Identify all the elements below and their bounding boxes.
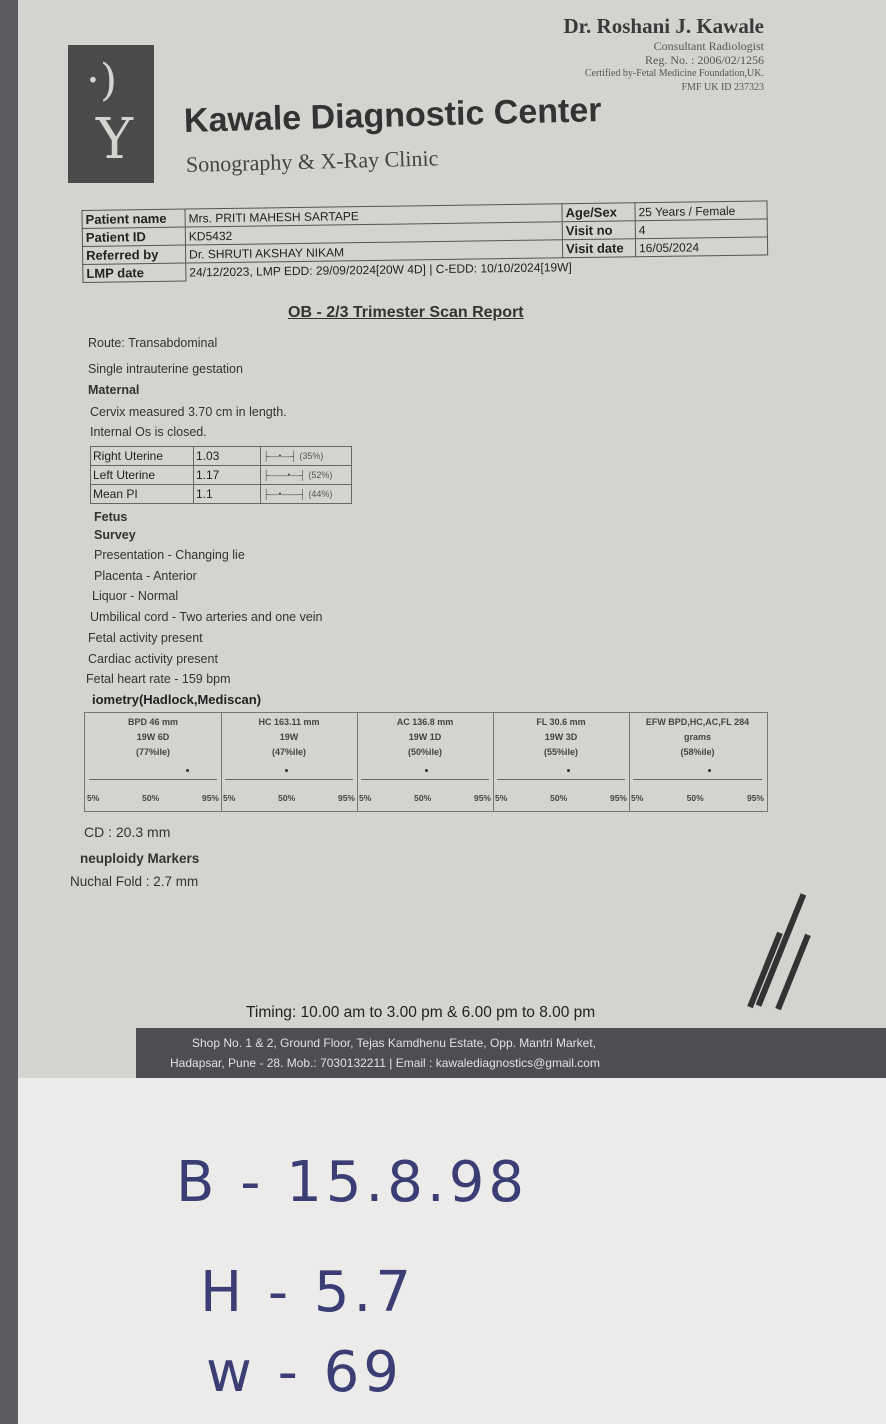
biometry-cell — [85, 713, 222, 811]
cardiac-activity: Cardiac activity present — [88, 652, 218, 666]
tick-label: 95% — [746, 793, 764, 803]
biometry-measure: HC 163.11 mm — [258, 717, 320, 727]
biometry-cell — [357, 713, 494, 811]
biometry-weeks: 19W 6D — [136, 732, 170, 742]
biometry-weeks: 19W — [279, 732, 299, 742]
doctor-block — [564, 14, 765, 95]
tick-label: 5% — [223, 793, 236, 803]
tick-label: 5% — [631, 793, 644, 803]
gestation: Single intrauterine gestation — [88, 362, 243, 376]
placenta: Placenta - Anterior — [94, 569, 197, 583]
route: Route: Transabdominal — [88, 336, 218, 350]
tick-label: 50% — [142, 793, 160, 803]
biometry-cell — [221, 713, 358, 811]
footer-address — [136, 1028, 886, 1078]
tick-label: 50% — [414, 793, 432, 803]
biometry-measure: BPD 46 mm — [127, 717, 179, 727]
umbilical-cord: Umbilical cord - Two arteries and one vein — [90, 610, 323, 624]
age-label: Age/Sex — [562, 203, 635, 222]
tick-label: 95% — [473, 793, 491, 803]
lmp-date: 24/12/2023, LMP EDD: 29/09/2024[20W 4D] | C-EDD: 10/10/2024[19W] — [186, 255, 768, 281]
clinic-logo — [68, 45, 154, 183]
percentile-ticks — [495, 793, 627, 803]
tick-label: 5% — [359, 793, 372, 803]
handwritten-b: B - 15.8.98 — [176, 1150, 528, 1215]
age-sex: 25 Years / Female — [635, 201, 767, 221]
timing: Timing: 10.00 am to 3.00 pm & 6.00 pm to 8.00 pm — [246, 1004, 596, 1021]
tick-label: 5% — [495, 793, 508, 803]
doppler-table — [90, 446, 352, 504]
tick-label: 5% — [87, 793, 100, 803]
biometry-cell — [493, 713, 630, 811]
table-row — [91, 447, 352, 466]
doppler-percentile: ├—•—┤ (35%) — [261, 447, 352, 466]
lmp-label: LMP date — [83, 263, 186, 282]
fmf-id: FMF UK ID 237323 — [681, 82, 764, 93]
fetus-heading: Fetus — [94, 510, 128, 524]
doppler-percentile: ├—•——┤ (44%) — [261, 485, 352, 504]
tick-label: 50% — [550, 793, 568, 803]
biometry-percentile: (50%ile) — [407, 747, 442, 757]
percentile-dot — [186, 769, 189, 772]
biometry-percentile: (55%ile) — [543, 747, 578, 757]
liquor: Liquor - Normal — [92, 589, 179, 603]
table-row — [91, 485, 352, 504]
patient-name: Mrs. PRITI MAHESH SARTAPE — [185, 204, 562, 227]
percentile-dot — [425, 769, 428, 772]
percentile-axis — [361, 779, 489, 780]
biometry-measure: EFW BPD,HC,AC,FL 284 — [645, 717, 750, 727]
internal-os: Internal Os is closed. — [90, 425, 207, 439]
tick-label: 50% — [686, 793, 704, 803]
biometry-table — [84, 712, 768, 812]
biometry-weeks: 19W 3D — [544, 732, 578, 742]
doctor-title: Consultant Radiologist — [653, 39, 764, 53]
survey-heading: Survey — [94, 528, 136, 542]
cervix-length: Cervix measured 3.70 cm in length. — [90, 405, 287, 419]
blank-paper — [18, 1078, 886, 1424]
percentile-ticks — [631, 793, 764, 803]
report-title: OB - 2/3 Trimester Scan Report — [288, 304, 524, 321]
visit-date-label: Visit date — [562, 239, 635, 258]
referred-by: Dr. SHRUTI AKSHAY NIKAM — [185, 240, 562, 263]
biometry-measure: FL 30.6 mm — [536, 717, 586, 727]
doppler-pct: (52%) — [308, 470, 333, 480]
handwritten-h: H - 5.7 — [200, 1260, 415, 1325]
doppler-percentile: ├——•—┤ (52%) — [261, 466, 352, 485]
logo-y-icon: Y — [96, 107, 133, 172]
handwritten-w: w - 69 — [206, 1340, 403, 1405]
nuchal-fold: Nuchal Fold : 2.7 mm — [70, 874, 199, 889]
percentile-axis — [89, 779, 217, 780]
cd-measure: CD : 20.3 mm — [84, 824, 171, 840]
tick-label: 95% — [201, 793, 219, 803]
biometry-percentile: (58%ile) — [680, 747, 715, 757]
doppler-value: 1.17 — [194, 466, 261, 485]
biometry-title: iometry(Hadlock,Mediscan) — [92, 692, 262, 707]
percentile-axis — [225, 779, 353, 780]
biometry-weeks: 19W 1D — [408, 732, 442, 742]
percentile-axis — [497, 779, 625, 780]
tick-label: 50% — [278, 793, 296, 803]
address-line-2: Hadapsar, Pune - 28. Mob.: 7030132211 | Email : kawalediagnostics@gmail.com — [170, 1056, 600, 1070]
biometry-percentile: (47%ile) — [271, 747, 306, 757]
doctor-name: Dr. Roshani J. Kawale — [563, 14, 764, 38]
doppler-label: Mean PI — [91, 485, 194, 504]
visit-date: 16/05/2024 — [635, 237, 767, 257]
doppler-pct: (35%) — [299, 451, 324, 461]
fetal-heart-rate: Fetal heart rate - 159 bpm — [86, 672, 231, 686]
patient-info-table — [81, 200, 768, 283]
visit-no-label: Visit no — [562, 221, 635, 240]
table-row — [91, 466, 352, 485]
maternal-heading: Maternal — [88, 383, 140, 397]
address-line-1: Shop No. 1 & 2, Ground Floor, Tejas Kamdhenu Estate, Opp. Mantri Market, — [192, 1036, 596, 1050]
percentile-ticks — [359, 793, 491, 803]
biometry-weeks: grams — [683, 732, 711, 742]
doppler-value: 1.1 — [194, 485, 261, 504]
patient-name-label: Patient name — [82, 209, 185, 228]
biometry-measure: AC 136.8 mm — [396, 717, 454, 727]
percentile-dot — [567, 769, 570, 772]
certified-by: Certified by-Fetal Medicine Foundation,UK. — [584, 68, 764, 79]
percentile-ticks — [223, 793, 355, 803]
referred-by-label: Referred by — [82, 245, 185, 264]
percentile-dot — [708, 769, 711, 772]
tick-label: 95% — [609, 793, 627, 803]
doppler-pct: (44%) — [308, 489, 333, 499]
logo-sound-icon: ·) — [86, 55, 118, 106]
clinic-subtitle: Sonography & X-Ray Clinic — [185, 145, 439, 177]
patient-id: KD5432 — [185, 222, 562, 245]
patient-id-label: Patient ID — [82, 227, 185, 246]
presentation: Presentation - Changing lie — [94, 548, 245, 562]
doppler-label: Left Uterine — [91, 466, 194, 485]
doppler-value: 1.03 — [194, 447, 261, 466]
fetal-activity: Fetal activity present — [88, 631, 203, 645]
reg-no: Reg. No. : 2006/02/1256 — [645, 53, 764, 67]
percentile-ticks — [87, 793, 219, 803]
clinic-name: Kawale Diagnostic Center — [183, 91, 602, 140]
visit-no: 4 — [635, 219, 767, 239]
percentile-dot — [285, 769, 288, 772]
aneuploidy-heading: neuploidy Markers — [80, 851, 200, 866]
doppler-label: Right Uterine — [91, 447, 194, 466]
percentile-axis — [633, 779, 762, 780]
tick-label: 95% — [337, 793, 355, 803]
biometry-cell — [629, 713, 766, 811]
biometry-percentile: (77%ile) — [135, 747, 170, 757]
